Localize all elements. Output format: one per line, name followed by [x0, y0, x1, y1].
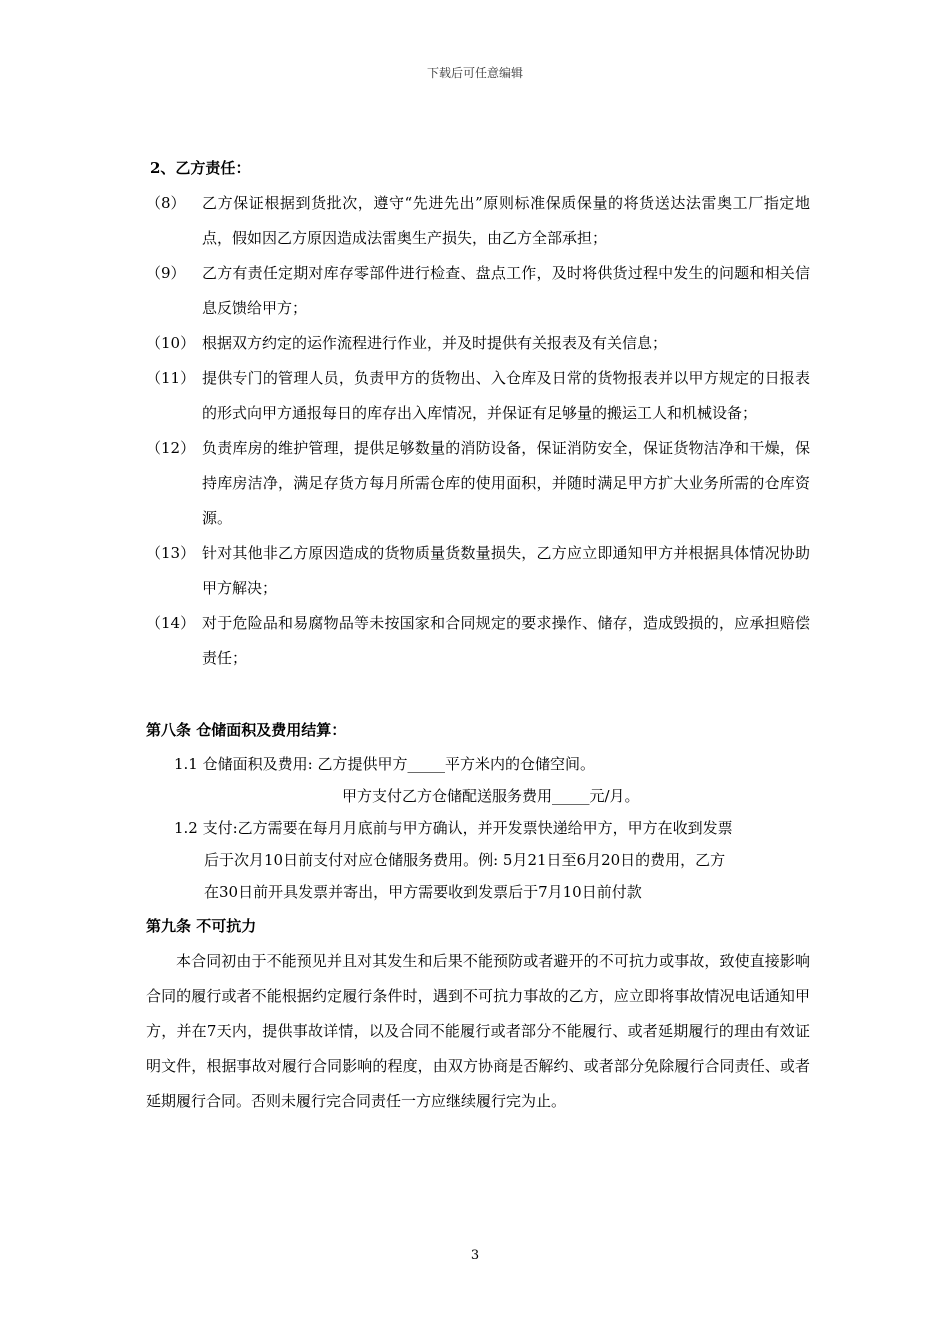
article-heading: 第九条 不可抗力 [146, 917, 257, 935]
list-item [146, 256, 810, 326]
clause-line: 在30日前开具发票并寄出，甲方需要收到发票后于7月10日前付款 [204, 883, 642, 901]
item-text: 对于危险品和易腐物品等未按国家和合同规定的要求操作、储存，造成毁损的，应承担赔偿责任； [202, 614, 810, 667]
item-text: 根据双方约定的运作流程进行作业，并及时提供有关报表及有关信息； [202, 334, 668, 352]
item-text: 乙方保证根据到货批次，遵守“先进先出”原则标准保质保量的将货送达法雷奥工厂指定地点，假如因乙方原因造成法雷奥生产损失，由乙方全部承担； [202, 194, 810, 247]
list-item [146, 606, 810, 676]
spacer [146, 676, 810, 712]
item-number: （11） [146, 369, 196, 387]
document-body [146, 150, 810, 1119]
paragraph: 本合同初由于不能预见并且对其发生和后果不能预防或者避开的不可抗力或事故，致使直接影响合同的履行或者不能根据约定履行条件时，遇到不可抗力事故的乙方，应立即将事故情况电话通知甲方，并在7天内，提供事故详情，以及合同不能履行或者部分不能履行、或者延期履行的理由有效证明文件，根据事故对履行合同影响的程度，由双方协商是否解约、或者部分免除履行合同责任、或者延期履行合同。否则未履行完合同责任一方应继续履行完为止。 [146, 952, 810, 1110]
item-number: （10） [146, 334, 196, 352]
list-item [146, 536, 810, 606]
item-number: （13） [146, 544, 196, 562]
list-item [146, 186, 810, 256]
item-number: （9） [146, 264, 186, 282]
item-text: 提供专门的管理人员，负责甲方的货物出、入仓库及日常的货物报表并以甲方规定的日报表的形式向甲方通报每日的库存出入库情况，并保证有足够量的搬运工人和机械设备； [202, 369, 810, 422]
clause-line: 甲方支付乙方仓储配送服务费用_____元/月。 [342, 787, 640, 805]
page-header: 下载后可任意编辑 [426, 66, 523, 80]
list-item [146, 361, 810, 431]
clause-line: 1.2 支付:乙方需要在每月月底前与甲方确认，并开发票快递给甲方，甲方在收到发票 [174, 819, 733, 837]
item-number: （14） [146, 614, 196, 632]
clause-line: 后于次月10日前支付对应仓储服务费用。例: 5月21日至6月20日的费用，乙方 [204, 851, 726, 869]
page-number: 3 [470, 1248, 480, 1263]
item-number: （8） [146, 194, 186, 212]
list-item [146, 326, 810, 361]
clause-line: 1.1 仓储面积及费用: 乙方提供甲方_____平方米内的仓储空间。 [174, 755, 595, 773]
item-number: （12） [146, 439, 196, 457]
item-text: 乙方有责任定期对库存零部件进行检查、盘点工作，及时将供货过程中发生的问题和相关信息反馈给甲方； [202, 264, 810, 317]
section-heading: 2、乙方责任： [150, 159, 251, 177]
article-heading: 第八条 仓储面积及费用结算： [146, 721, 347, 739]
item-text: 负责库房的维护管理，提供足够数量的消防设备，保证消防安全，保证货物洁净和干燥，保持库房洁净，满足存货方每月所需仓库的使用面积，并随时满足甲方扩大业务所需的仓库资源。 [202, 439, 810, 527]
item-text: 针对其他非乙方原因造成的货物质量货数量损失，乙方应立即通知甲方并根据具体情况协助甲方解决； [202, 544, 810, 597]
list-item [146, 431, 810, 536]
